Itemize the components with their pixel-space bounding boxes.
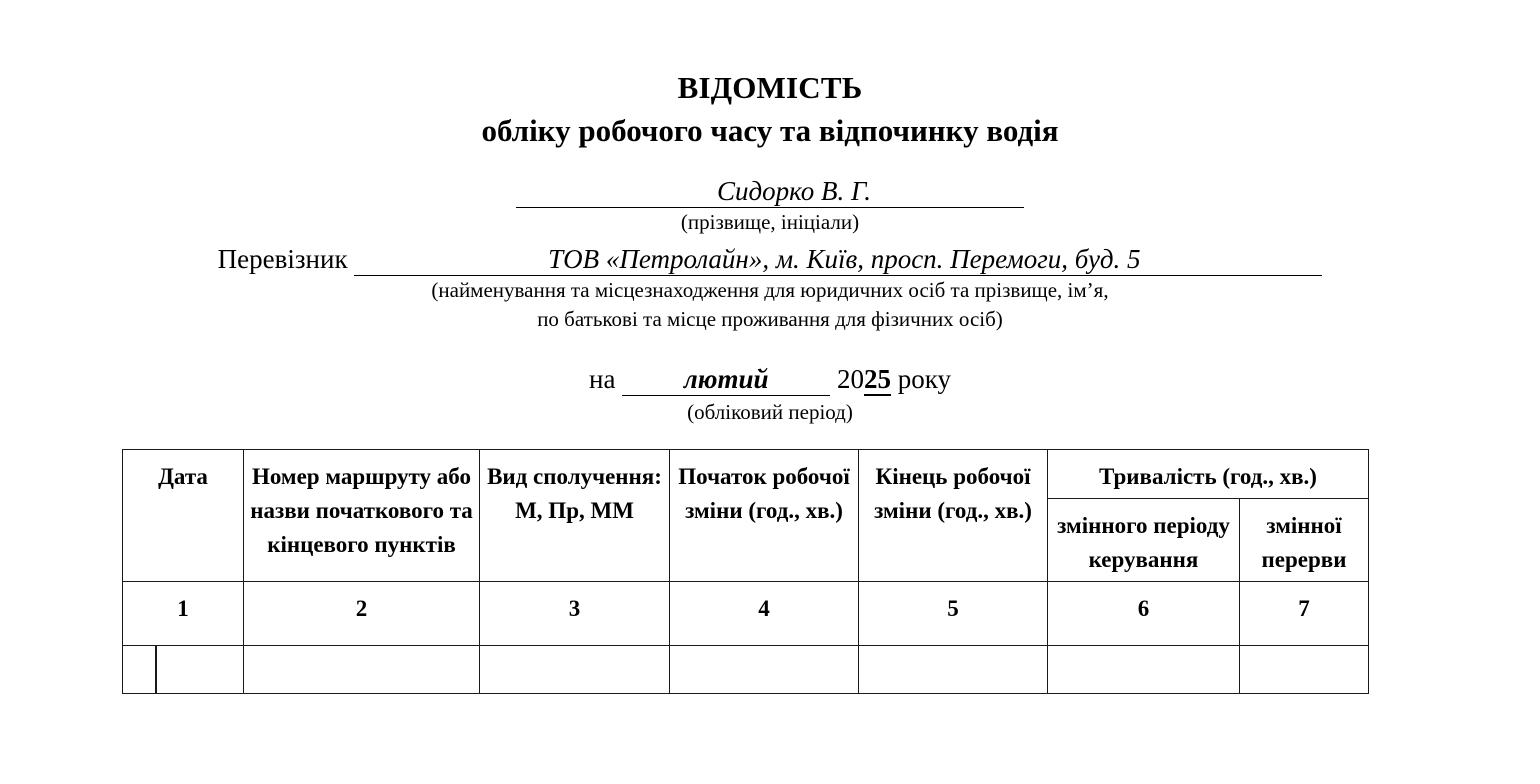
driver-name-block [0, 176, 1540, 236]
table-header-row-main [123, 450, 1369, 499]
cell-route[interactable] [244, 646, 480, 694]
page-title: ВІДОМІСТЬ [677, 70, 863, 105]
carrier-row [0, 242, 1540, 276]
date-subdivider [123, 646, 243, 693]
driver-name-field[interactable]: Сидорко В. Г. [516, 176, 1024, 208]
cell-duration-driving[interactable] [1048, 646, 1240, 694]
page-subtitle: обліку робочого часу та відпочинку водія [481, 113, 1059, 148]
carrier-caption-line-2: по батькові та місце проживання для фізичних осіб) [537, 307, 1003, 331]
cell-connection-type[interactable] [480, 646, 670, 694]
column-number-3: 3 [480, 582, 670, 646]
header-shift-end: Кінець робочої зміни (год., хв.) [859, 450, 1048, 582]
registry-table [122, 449, 1369, 694]
column-number-5: 5 [859, 582, 1048, 646]
period-year-word: року [897, 364, 951, 394]
cell-shift-start[interactable] [670, 646, 859, 694]
table-row[interactable] [123, 646, 1369, 694]
column-number-4: 4 [670, 582, 859, 646]
cell-date[interactable] [123, 646, 244, 694]
table-column-number-row [123, 582, 1369, 646]
cell-shift-end[interactable] [859, 646, 1048, 694]
column-number-6: 6 [1048, 582, 1240, 646]
cell-duration-break[interactable] [1240, 646, 1369, 694]
header-shift-start: Початок робочої зміни (год., хв.) [670, 450, 859, 582]
header-date: Дата [123, 450, 244, 582]
carrier-label: Перевізник [217, 244, 348, 274]
column-number-2: 2 [244, 582, 480, 646]
carrier-field[interactable]: ТОВ «Петролайн», м. Київ, просп. Перемоги, буд. 5 [354, 243, 1322, 276]
period-year-prefix: 20 [836, 364, 864, 394]
period-year-field[interactable]: 25 [863, 364, 891, 394]
registry-table-wrap [122, 449, 1368, 694]
column-number-1: 1 [123, 582, 244, 646]
period-prefix: на [589, 364, 616, 394]
column-number-7: 7 [1240, 582, 1369, 646]
period-caption: (обліковий період) [687, 400, 853, 424]
driver-name-caption: (прізвище, ініціали) [680, 210, 860, 234]
header-duration-group: Тривалість (год., хв.) [1048, 450, 1369, 499]
header-connection-type: Вид сполучення: М, Пр, ММ [480, 450, 670, 582]
header-duration-driving: змінного періоду керування [1048, 499, 1240, 582]
carrier-caption-line-1: (найменування та місцезнаходження для юридичних осіб та прізвище, ім’я, [431, 278, 1109, 302]
period-row [0, 362, 1540, 396]
period-month-field[interactable]: лютий [622, 364, 830, 396]
header-route: Номер маршруту або назви початкового та кінцевого пунктів [244, 450, 480, 582]
header-duration-break: змінної перерви [1240, 499, 1369, 582]
